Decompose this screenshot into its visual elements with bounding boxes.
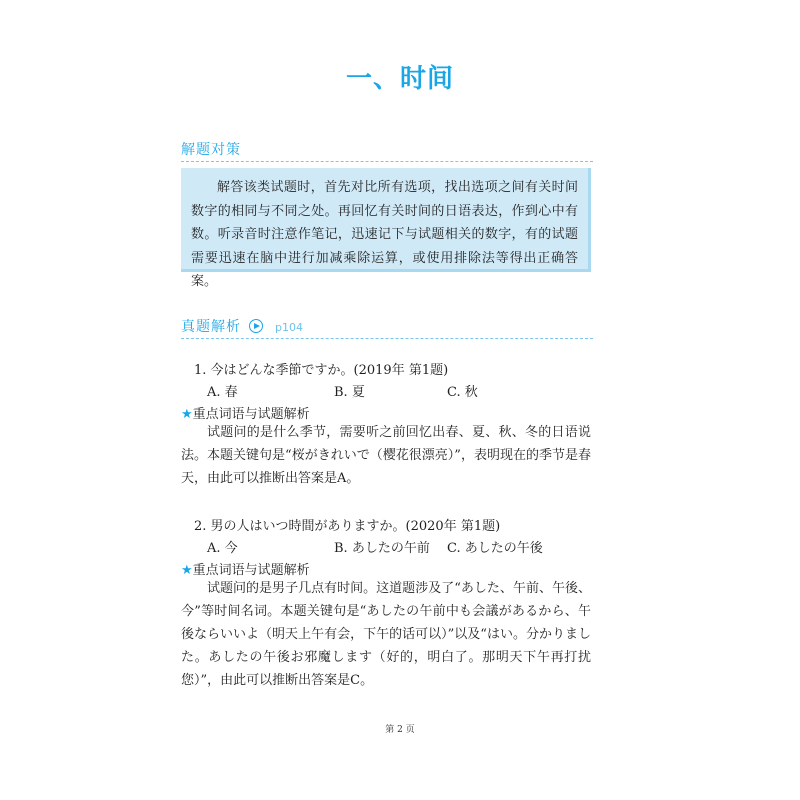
page-reference: p104 xyxy=(275,321,303,334)
analysis-heading-label: 真题解析 xyxy=(181,319,241,335)
option-a: A. 春 xyxy=(207,385,238,400)
explanation-1: 试题问的是什么季节，需要听之前回忆出春、夏、秋、冬的日语说法。本题关键句是“桜がきれいで（樱花很漂亮）”，表明现在的季节是春天，由此可以推断出答案是A。 xyxy=(181,425,591,486)
explanation-2: 试题问的是男子几点有时间。这道题涉及了“あした、午前、午後、今”等时间名词。本题关键句是“あしたの午前中も会議があるから、午後ならいいよ（明天上午有会，下午的话可以）”以及“はい。分かりました。あしたの午後お邪魔します（好的，明白了。那明天下午再打扰您）”，由此可以推断出答案是C。 xyxy=(181,581,591,688)
option-c: C. あしたの午後 xyxy=(447,541,543,556)
strategy-heading xyxy=(181,139,593,162)
page-title: 一、时间 xyxy=(345,64,454,94)
play-circle-icon[interactable] xyxy=(249,319,263,333)
question-1: 1. 今はどんな季節ですか。(2019年 第1题) xyxy=(194,363,449,378)
key-heading-label: 重点词语与试题解析 xyxy=(192,407,310,422)
key-heading-label: 重点词语与试题解析 xyxy=(192,563,310,578)
strategy-box xyxy=(181,168,591,289)
star-icon: ★ xyxy=(181,563,193,578)
key-heading-2 xyxy=(181,559,310,578)
page-footer: 第 2 页 xyxy=(385,725,415,735)
option-a: A. 今 xyxy=(207,541,238,556)
strategy-text: 解答该类试题时，首先对比所有选项，找出选项之间有关时间数字的相同与不同之处。再回忆有关时间的日语表达，作到心中有数。听录音时注意作笔记，迅速记下与试题相关的数字，有的试题需要迅速在脑中进行加减乘除运算，或使用排除法等得出正确答案。 xyxy=(191,180,578,289)
question-2: 2. 男の人はいつ時間がありますか。(2020年 第1题) xyxy=(194,519,501,534)
analysis-heading xyxy=(181,316,593,339)
strategy-heading-label: 解题对策 xyxy=(181,142,241,158)
key-heading-1 xyxy=(181,403,310,422)
option-b: B. 夏 xyxy=(334,385,365,400)
option-c: C. 秋 xyxy=(447,385,478,400)
option-b: B. あしたの午前 xyxy=(334,541,430,556)
star-icon: ★ xyxy=(181,407,193,422)
